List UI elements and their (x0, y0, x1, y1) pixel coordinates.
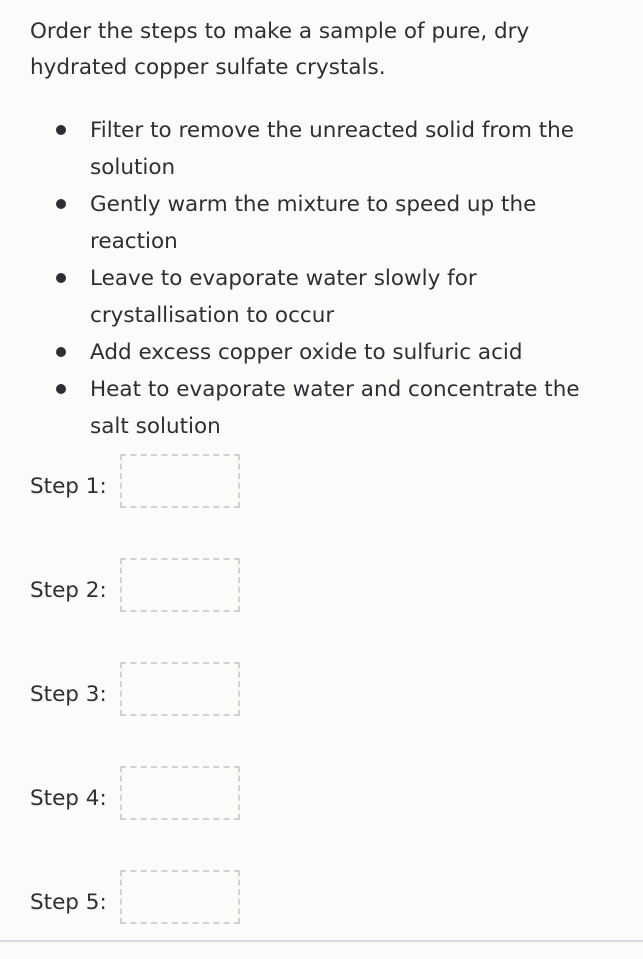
bullet-icon (56, 273, 66, 283)
step-label: Step 5: (30, 890, 107, 915)
step-label: Step 3: (30, 682, 107, 707)
divider (0, 940, 643, 942)
step-label: Step 1: (30, 474, 107, 499)
bullet-icon (56, 125, 66, 135)
question-text: Order the steps to make a sample of pure, dry hydrated copper sulfate crystals. (30, 19, 530, 80)
option-item[interactable] (0, 112, 620, 186)
step-label: Step 2: (30, 578, 107, 603)
bullet-icon (56, 347, 66, 357)
option-label: Add excess copper oxide to sulfuric acid (90, 340, 523, 365)
option-label: Gently warm the mixture to speed up the reaction (90, 192, 537, 254)
bullet-icon (56, 384, 66, 394)
step-3-drop-target[interactable] (120, 662, 240, 716)
step-5-drop-target[interactable] (120, 870, 240, 924)
option-item[interactable] (0, 371, 620, 445)
step-label: Step 4: (30, 786, 107, 811)
option-item[interactable] (0, 260, 620, 334)
option-label: Filter to remove the unreacted solid from the solution (90, 118, 575, 180)
bullet-icon (56, 199, 66, 209)
step-2-drop-target[interactable] (120, 558, 240, 612)
option-item[interactable] (0, 334, 620, 371)
option-list (0, 112, 643, 445)
step-4-drop-target[interactable] (120, 766, 240, 820)
option-label: Leave to evaporate water slowly for crystallisation to occur (90, 266, 477, 328)
option-item[interactable] (0, 186, 620, 260)
step-1-drop-target[interactable] (120, 454, 240, 508)
option-label: Heat to evaporate water and concentrate the salt solution (90, 377, 580, 439)
